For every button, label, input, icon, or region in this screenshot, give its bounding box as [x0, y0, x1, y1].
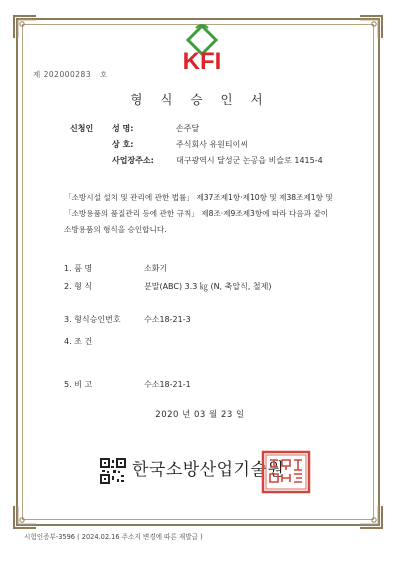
- qr-code-icon: [100, 458, 126, 484]
- official-seal-icon: [261, 450, 311, 494]
- applicant-label: 신청인: [70, 124, 94, 133]
- item-value: 수소18-21-3: [144, 315, 191, 324]
- certificate-body-text: 「소방시설 설치 및 관리에 관한 법률」 제37조제1항·제10항 및 제38조제1항 및「소방용품의 품질관리 등에 관한 규칙」 제8조·제9조제3항에 따라 다음과 같이 소방용품의 형식을 승인합니다.: [64, 193, 333, 234]
- company-label: 상 호:: [112, 140, 134, 149]
- cert-no-value: 202000283: [43, 70, 92, 79]
- item-label: 5. 비 고: [64, 380, 93, 389]
- logo-text: KFI: [182, 48, 222, 75]
- applicant-name-label: 성 명:: [112, 124, 134, 133]
- company-value: 주식회사 유원티이씨: [176, 140, 249, 149]
- corner-ornament-icon: [358, 504, 384, 530]
- address-label: 사업장주소:: [112, 156, 154, 165]
- item-label: 1. 품 명: [64, 264, 93, 273]
- corner-ornament-icon: [12, 504, 38, 530]
- item-value: 분말(ABC) 3.3 ㎏ (N, 축압식, 철제): [144, 282, 272, 291]
- applicant-name-value: 손주달: [176, 124, 200, 133]
- kfi-logo: [166, 20, 238, 78]
- cert-no-suffix: 호: [99, 70, 108, 79]
- item-label: 3. 형식승인번호: [64, 315, 121, 324]
- document-title: 형 식 승 인 서: [130, 92, 270, 107]
- item-value: 수소18-21-1: [144, 380, 191, 389]
- certificate-number: [33, 69, 108, 80]
- corner-ornament-icon: [12, 14, 38, 40]
- item-label: 2. 형 식: [64, 282, 93, 291]
- corner-ornament-icon: [358, 14, 384, 40]
- issuer-name: 한국소방산업기술원: [132, 460, 285, 480]
- issue-date: 2020 년 03 월 23 일: [155, 410, 245, 420]
- item-label: 4. 조 건: [64, 337, 93, 346]
- item-value: 소화기: [144, 264, 168, 273]
- cert-no-prefix: 제: [33, 70, 41, 79]
- footer-note: 시험인증부-3596 ( 2024.02.16 주소지 변경에 따른 재발급 ): [24, 533, 203, 541]
- address-value: 대구광역시 달성군 논공읍 비슬로 1415-4: [176, 156, 323, 165]
